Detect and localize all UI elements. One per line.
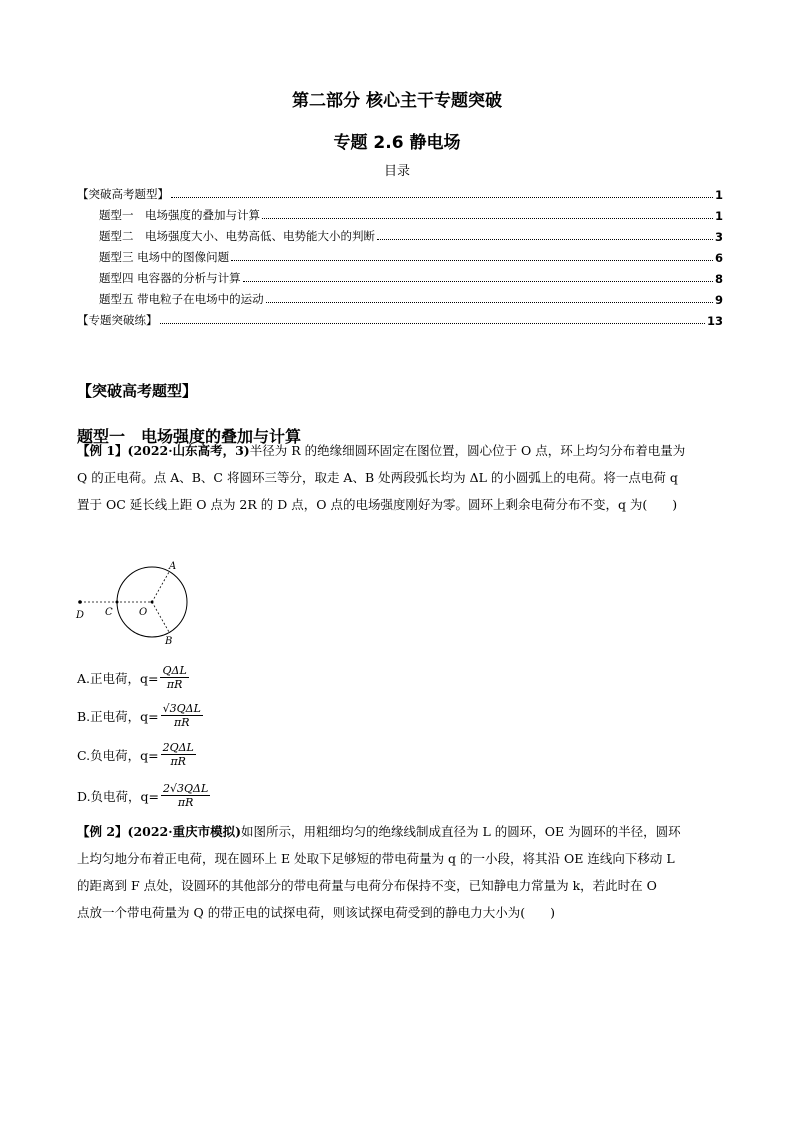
example-2-tag: 【例 2】(2022·重庆市模拟) [77, 824, 242, 839]
option-d-numerator: 2√3QΔL [163, 782, 209, 795]
option-b-numerator: √3QΔL [162, 702, 201, 715]
option-a-numerator: QΔL [162, 664, 187, 677]
option-c-fraction [161, 741, 196, 768]
example-2-text [77, 818, 722, 926]
toc-entry[interactable] [77, 202, 723, 223]
toc-entry-label: 【专题突破练】 [77, 313, 158, 327]
point-c [116, 601, 119, 604]
option-a-prefix: A.正电荷，q= [77, 670, 159, 686]
option-d-prefix: D.负电荷，q= [77, 788, 160, 804]
example-1-line-1: 半径为 R 的绝缘细圆环固定在图位置，圆心位于 O 点，环上均匀分布着电量为 [249, 443, 686, 458]
toc-entry[interactable] [77, 307, 723, 328]
ring-diagram [72, 560, 192, 645]
toc-entry-page: 3 [714, 230, 723, 244]
example-1-text [77, 437, 722, 518]
toc-entry-label: 题型一 电场强度的叠加与计算 [99, 208, 260, 222]
example-1-tag: 【例 1】(2022·山东高考，3) [77, 443, 250, 458]
toc-entry[interactable] [77, 286, 723, 307]
example-1-line-2: Q 的正电荷。点 A、B、C 将圆环三等分，取走 A、B 处两段弧长均为 ΔL 的小圆弧上的电荷。将一点电荷 q [77, 470, 678, 485]
option-c-denominator: πR [170, 755, 186, 768]
part-title: 第二部分 核心主干专题突破 [292, 91, 502, 111]
option-c[interactable] [77, 741, 196, 768]
option-b[interactable] [77, 702, 203, 729]
point-o [151, 601, 154, 604]
toc-entry[interactable] [77, 181, 723, 202]
option-b-prefix: B.正电荷，q= [77, 708, 159, 724]
toc-entry-label: 题型二 电场强度大小、电势高低、电势能大小的判断 [99, 229, 375, 243]
example-2-line-4: 点放一个带电荷量为 Q 的带正电的试探电荷，则该试探电荷受到的静电力大小为( ) [77, 905, 555, 920]
option-d-fraction [161, 782, 210, 809]
example-2-line-3: 的距离到 F 点处，设圆环的其他部分的带电荷量与电荷分布保持不变，已知静电力常量为 k，若此时在 O [77, 878, 657, 893]
label-b: B [165, 636, 173, 645]
toc-leader [377, 239, 713, 240]
example-2-line-2: 上均匀地分布着正电荷，现在圆环上 E 处取下足够短的带电荷量为 q 的一小段，将其沿 OE 连线向下移动 L [77, 851, 675, 866]
toc-entry[interactable] [77, 244, 723, 265]
toc-entry[interactable] [77, 223, 723, 244]
toc-entry-page: 1 [714, 188, 723, 202]
label-c: C [105, 607, 113, 618]
toc-leader [160, 323, 705, 324]
table-of-contents [77, 181, 723, 328]
toc-entry-page: 8 [714, 272, 723, 286]
example-2-line-1: 如图所示，用粗细均匀的绝缘线制成直径为 L 的圆环，OE 为圆环的半径，圆环 [241, 824, 681, 839]
option-a[interactable] [77, 664, 189, 691]
toc-leader [171, 197, 713, 198]
toc-entry-page: 13 [706, 314, 723, 328]
option-d-denominator: πR [177, 796, 194, 809]
question-type-title: 题型一 电场强度的叠加与计算 [77, 427, 302, 446]
toc-entry-page: 1 [714, 209, 723, 223]
toc-leader [266, 302, 713, 303]
toc-entry-label: 题型五 带电粒子在电场中的运动 [99, 292, 264, 306]
label-a: A [169, 561, 177, 572]
example-1-line-3: 置于 OC 延长线上距 O 点为 2R 的 D 点，O 点的电场强度刚好为零。圆环上剩余电荷分布不变，q 为( ) [77, 497, 678, 512]
toc-entry[interactable] [77, 265, 723, 286]
option-b-denominator: πR [174, 716, 190, 729]
toc-leader [231, 260, 713, 261]
section-heading: 【突破高考题型】 [77, 382, 198, 400]
toc-leader [243, 281, 713, 282]
option-a-fraction [160, 664, 188, 691]
radius-ob [152, 602, 169, 632]
option-a-denominator: πR [166, 678, 183, 691]
radius-oa [152, 572, 169, 602]
option-b-fraction [161, 702, 203, 729]
label-o: O [139, 607, 148, 618]
toc-entry-page: 9 [714, 293, 723, 307]
toc-heading: 目录 [383, 164, 410, 179]
option-c-prefix: C.负电荷，q= [77, 747, 159, 763]
label-d: D [76, 610, 85, 621]
toc-entry-label: 【突破高考题型】 [77, 187, 169, 201]
topic-title: 专题 2.6 静电场 [333, 133, 461, 153]
toc-entry-page: 6 [714, 251, 723, 265]
option-c-numerator: 2QΔL [162, 741, 194, 754]
toc-entry-label: 题型三 电场中的图像问题 [99, 250, 230, 264]
option-d[interactable] [77, 782, 210, 809]
toc-entry-label: 题型四 电容器的分析与计算 [99, 271, 241, 285]
toc-leader [262, 218, 713, 219]
point-d [78, 600, 82, 604]
